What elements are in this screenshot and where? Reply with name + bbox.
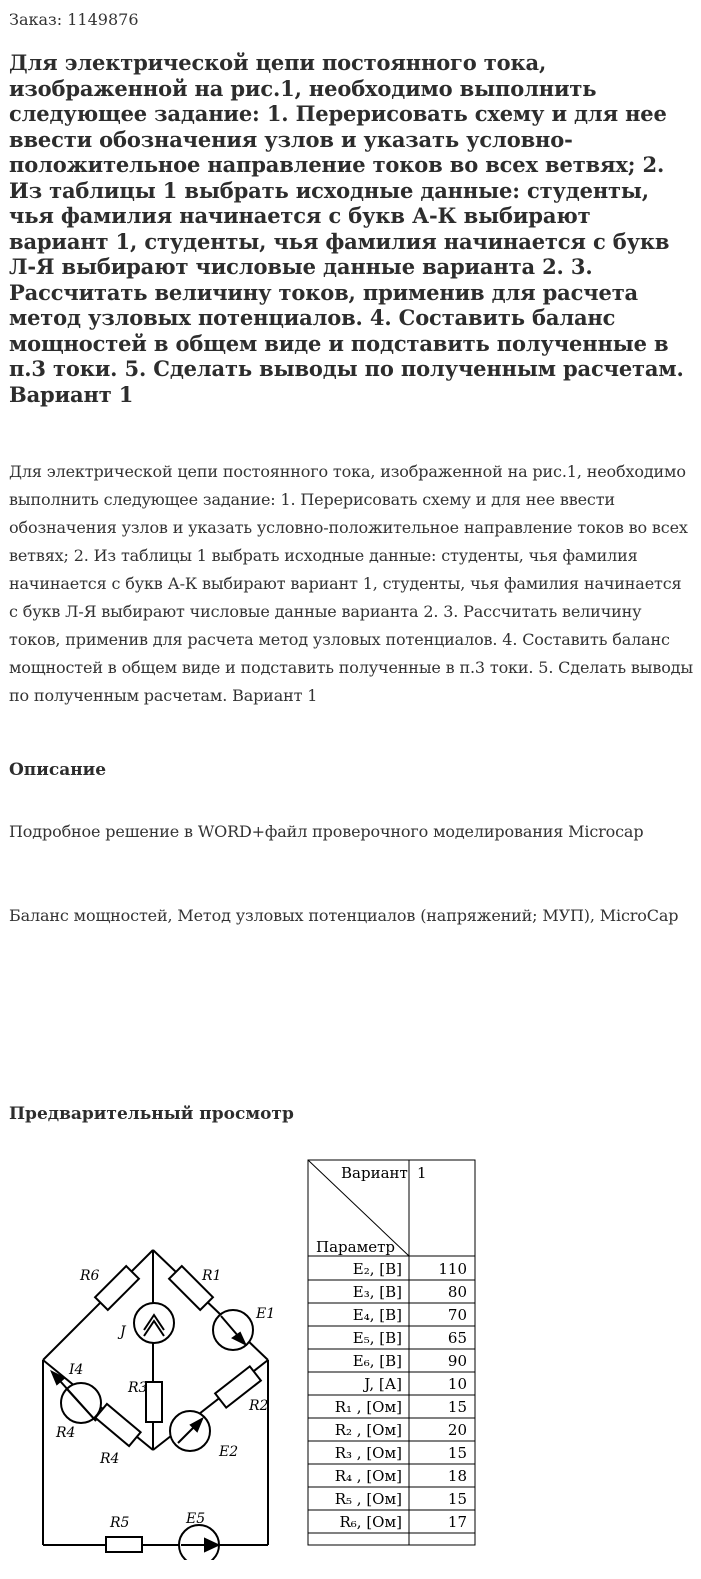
table-row-param: R₁ , [Ом]: [334, 1398, 402, 1416]
label-e1: E1: [256, 1306, 276, 1322]
preview-image: [0, 1140, 701, 1560]
label-r2: R2: [249, 1398, 269, 1414]
table-row-param: R₅ , [Ом]: [334, 1490, 402, 1508]
task-title: Для электрической цепи постоянного тока, изображенной на рис.1, необходимо выполнить следующее задание: 1. Перерисовать схему и для нее ввести обозначения узлов и указать условно-положительное направление токов во всех ветвях; 2. Из таблицы 1 выбрать исходные данные: студенты, чья фамилия начинается с букв А-К выбирают вариант 1, студенты, чья фамилия начинается с букв Л-Я выбирают числовые данные варианта 2. 3. Рассчитать величину токов, применив для расчета метод узловых потенциалов. 4. Составить баланс мощностей в общем виде и подставить полученные в п.3 токи. 5. Сделать выводы по полученным расчетам. Вариант 1: [9, 50, 684, 407]
table-row-value: 20: [447, 1421, 467, 1439]
label-r4-b: R4: [100, 1451, 120, 1467]
table-row-value: 70: [447, 1306, 467, 1324]
label-i4: I4: [69, 1362, 84, 1378]
description-heading: Описание: [9, 760, 107, 780]
table-row-value: 90: [447, 1352, 467, 1370]
table-row-param: E₂, [В]: [352, 1260, 402, 1278]
preview-heading: Предварительный просмотр: [9, 1104, 294, 1124]
table-row-value: 17: [447, 1513, 467, 1531]
table-row-param: R₂ , [Ом]: [334, 1421, 402, 1439]
table-row-value: 15: [447, 1444, 467, 1462]
circuit-diagram: [0, 1140, 701, 1560]
parameter-table: [308, 1160, 475, 1545]
description-paragraph-1: Подробное решение в WORD+файл проверочного моделирования Microcap: [9, 822, 644, 841]
table-row-value: 10: [447, 1375, 467, 1393]
table-header-variant: Вариант: [341, 1164, 408, 1182]
label-e5: E5: [186, 1511, 206, 1527]
table-header-value: 1: [417, 1164, 427, 1182]
label-r3: R3: [128, 1380, 148, 1396]
table-row-param: E₄, [В]: [352, 1306, 402, 1324]
table-row-value: 15: [447, 1490, 467, 1508]
label-r5: R5: [110, 1515, 130, 1531]
table-header-param: Параметр: [316, 1238, 396, 1256]
table-row-value: 110: [438, 1260, 467, 1278]
label-r6: R6: [80, 1268, 100, 1284]
description-paragraph-2: Баланс мощностей, Метод узловых потенциалов (напряжений; МУП), MicroCap: [9, 906, 679, 925]
label-r4-a: R4: [56, 1425, 76, 1441]
table-row-param: E₆, [В]: [352, 1352, 402, 1370]
table-row-param: R₆, [Ом]: [339, 1513, 402, 1531]
order-number: Заказ: 1149876: [9, 10, 139, 29]
table-row-param: R₄ , [Ом]: [334, 1467, 402, 1485]
table-row-param: E₅, [В]: [352, 1329, 402, 1347]
table-row-value: 80: [447, 1283, 467, 1301]
table-row-value: 15: [447, 1398, 467, 1416]
label-e2: E2: [219, 1444, 239, 1460]
label-j: J: [120, 1324, 126, 1340]
table-row-param: R₃ , [Ом]: [334, 1444, 402, 1462]
table-row-param: J, [А]: [364, 1375, 402, 1393]
task-text: Для электрической цепи постоянного тока, изображенной на рис.1, необходимо выполнить следующее задание: 1. Перерисовать схему и для нее ввести обозначения узлов и указать условно-положительное направление токов во всех ветвях; 2. Из таблицы 1 выбрать исходные данные: студенты, чья фамилия начинается с букв А-К выбирают вариант 1, студенты, чья фамилия начинается с букв Л-Я выбирают числовые данные варианта 2. 3. Рассчитать величину токов, применив для расчета метод узловых потенциалов. 4. Составить баланс мощностей в общем виде и подставить полученные в п.3 токи. 5. Сделать выводы по полученным расчетам. Вариант 1: [9, 462, 693, 705]
table-row-value: 18: [447, 1467, 467, 1485]
label-r1: R1: [202, 1268, 222, 1284]
table-row-param: E₃, [В]: [352, 1283, 402, 1301]
table-row-value: 65: [447, 1329, 467, 1347]
